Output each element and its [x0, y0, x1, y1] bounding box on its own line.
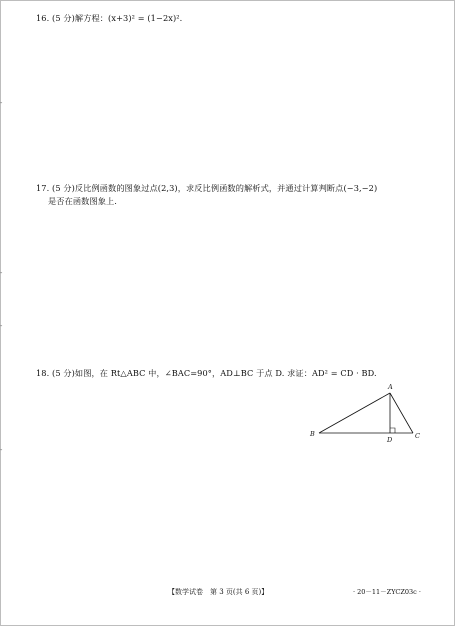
question-16-text: 16. (5 分)解方程：(x+3)² = (1−2x)².	[36, 13, 183, 23]
margin-mark: -	[0, 269, 3, 277]
question-17	[36, 182, 431, 208]
question-18	[36, 367, 431, 380]
question-17-line2: 是否在函数图象上.	[48, 196, 118, 206]
side-ab	[319, 393, 390, 433]
side-ac	[390, 393, 413, 433]
label-b: B	[310, 430, 315, 438]
question-17-line1: 17. (5 分)反比例函数的图象过点(2,3)，求反比例函数的解析式，并通过计算判断点(−3,−2)	[36, 183, 378, 193]
label-a: A	[388, 383, 393, 391]
question-18-text: 18. (5 分)如图，在 Rt△ABC 中，∠BAC=90°，AD⊥BC 于点 D. 求证：AD² = CD · BD.	[36, 368, 377, 378]
margin-mark: -	[0, 446, 3, 454]
margin-mark: -	[0, 322, 3, 330]
margin-mark: -	[0, 99, 3, 107]
footer-page-info: 【数学试卷 第 3 页(共 6 页)】	[168, 588, 269, 596]
footer-code: · 20－11－ZYCZ03c ·	[353, 588, 421, 596]
right-angle-mark	[390, 428, 395, 433]
question-16	[36, 12, 431, 25]
label-c: C	[415, 432, 420, 440]
label-d: D	[387, 436, 393, 444]
triangle-figure	[305, 380, 430, 444]
